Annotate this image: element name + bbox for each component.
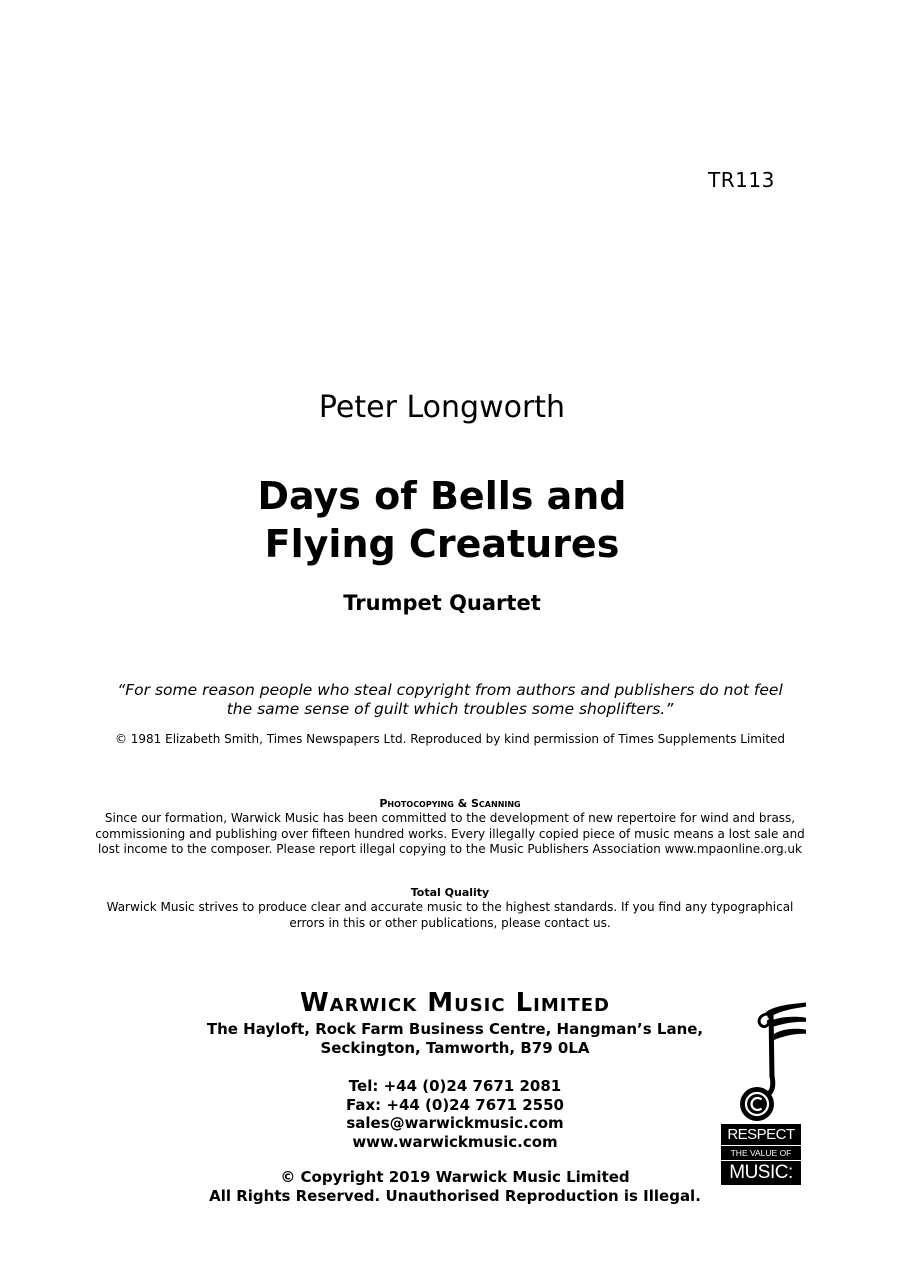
total-quality-line-2: errors in this or other publications, please contact us. <box>289 915 611 930</box>
work-title <box>0 472 892 568</box>
catalog-number: TR113 <box>708 168 775 192</box>
photocopying-notice <box>0 796 900 858</box>
website: www.warwickmusic.com <box>352 1132 558 1151</box>
composer-name: Peter Longworth <box>318 390 566 425</box>
instrumentation: Trumpet Quartet <box>343 591 541 615</box>
address-line-2: Seckington, Tamworth, B79 0LA <box>320 1039 590 1057</box>
logo-value-of-label: THE VALUE OF <box>721 1146 801 1160</box>
photocopying-line-1: Since our formation, Warwick Music has been committed to the development of new repertoire for wind and brass, <box>104 811 796 825</box>
logo-music-label: MUSIC: <box>721 1161 801 1185</box>
copyright-line-2: All Rights Reserved. Unauthorised Reproduction is Illegal. <box>209 1187 701 1205</box>
music-note-copyright-icon <box>716 1000 806 1124</box>
logo-respect-label: RESPECT <box>721 1124 801 1145</box>
total-quality-heading: Total Quality <box>410 886 490 899</box>
total-quality-line-1: Warwick Music strives to produce clear and accurate music to the highest standards. If you find any typographical <box>106 900 794 914</box>
fax: Fax: +44 (0)24 7671 2550 <box>345 1095 564 1114</box>
publisher-name: Warwick Music Limited <box>299 988 611 1018</box>
title-line-1: Days of Bells and <box>257 474 627 518</box>
title-line-2: Flying Creatures <box>264 522 620 566</box>
quote-line-1: “For some reason people who steal copyright from authors and publishers do not feel <box>117 681 783 699</box>
address-line-1: The Hayloft, Rock Farm Business Centre, Hangman’s Lane, <box>206 1020 704 1038</box>
respect-music-logo <box>716 1000 806 1186</box>
photocopying-line-3: lost income to the composer. Please report illegal copying to the Music Publishers Association www.mpaonline.org.uk <box>98 842 802 856</box>
total-quality-notice <box>0 885 900 931</box>
quote-line-2: the same sense of guilt which troubles some shoplifters.” <box>226 700 674 718</box>
quote-credit: © 1981 Elizabeth Smith, Times Newspapers Ltd. Reproduced by kind permission of Times Supplements Limited <box>114 732 786 746</box>
copyright-quote <box>0 681 900 719</box>
copyright-line-1: © Copyright 2019 Warwick Music Limited <box>280 1168 630 1186</box>
photocopying-heading: Photocopying & Scanning <box>379 797 521 810</box>
email: sales@warwickmusic.com <box>346 1114 564 1132</box>
telephone: Tel: +44 (0)24 7671 2081 <box>348 1077 562 1095</box>
photocopying-line-2: commissioning and publishing over fifteen hundred works. Every illegally copied piece of music means a lost sale and <box>95 826 805 841</box>
